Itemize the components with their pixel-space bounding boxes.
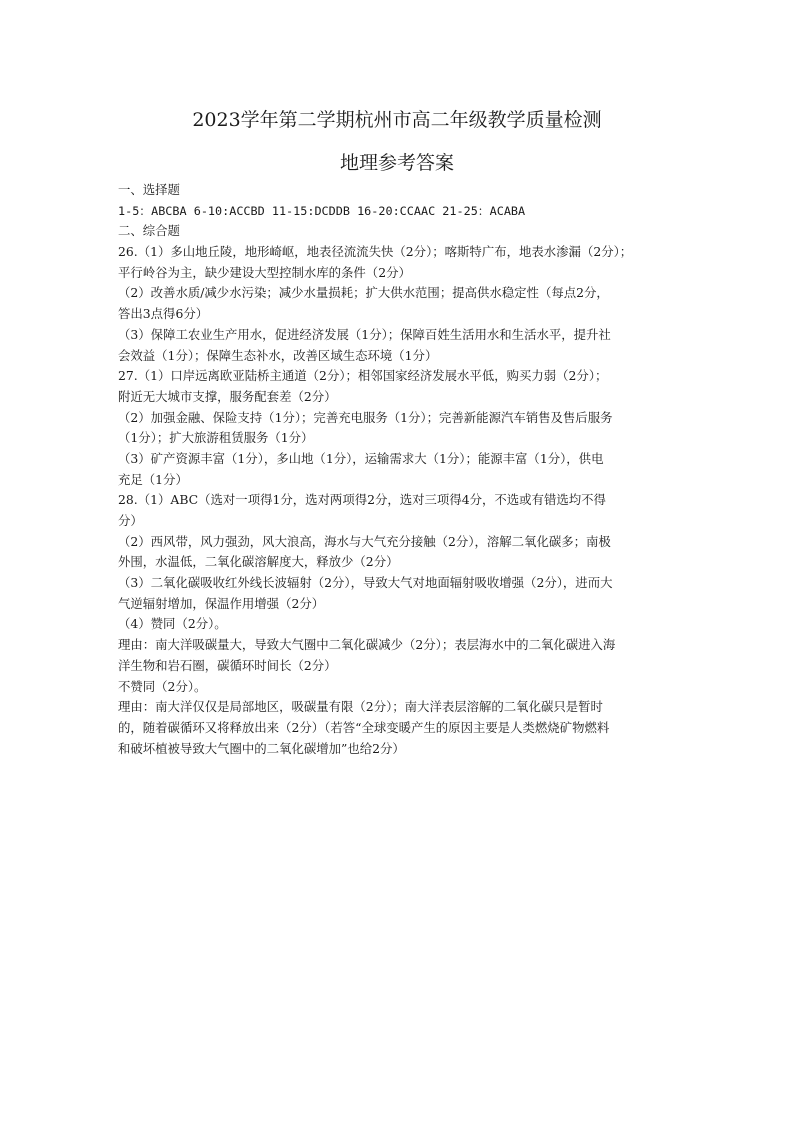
answer-line: 不赞同（2分）。 (118, 678, 207, 694)
answer-line: （2）加强金融、保险支持（1分）；完善充电服务（1分）；完善新能源汽车销售及售后服务 (118, 409, 613, 425)
answer-line: 28.（1）ABC（选对一项得1分，选对两项得2分，选对三项得4分，不选或有错选均不得 (118, 492, 606, 508)
answer-line: 附近无大城市支撑，服务配套差（2分） (118, 388, 337, 404)
answer-line: （1分）；扩大旅游租赁服务（1分） (118, 430, 314, 446)
answer-line: 充足（1分） (118, 471, 188, 487)
answer-line: 理由：南大洋吸碳量大，导致大气圈中二氧化碳减少（2分）；表层海水中的二氧化碳进入海 (118, 637, 616, 653)
answer-line: 外围，水温低，二氧化碳溶解度大，释放少（2分） (118, 554, 399, 570)
section-heading-choice: 一、选择题 (118, 182, 180, 197)
answer-line: （3）二氧化碳吸收红外线长波辐射（2分），导致大气对地面辐射吸收增强（2分），进而大 (118, 575, 613, 591)
answer-line: 答出3点得6分） (118, 306, 209, 322)
answer-line: 洋生物和岩石圈，碳循环时间长（2分） (118, 657, 337, 673)
answer-line: 平行岭谷为主，缺少建设大型控制水库的条件（2分） (118, 264, 411, 280)
answer-line: 27.（1）口岸远离欧亚陆桥主通道（2分）；相邻国家经济发展水平低，购买力弱（2分）； (118, 368, 608, 384)
answer-line: （2）西风带，风力强劲，风大浪高，海水与大气充分接触（2分），溶解二氧化碳多；南极 (118, 533, 611, 549)
answer-line: （3）矿产资源丰富（1分），多山地（1分），运输需求大（1分）；能源丰富（1分），供电 (118, 450, 604, 466)
answer-line: 和破坏植被导致大气圈中的二氧化碳增加”也给2分） (118, 740, 405, 756)
answer-line: 分） (118, 513, 143, 528)
answer-line: 理由：南大洋仅仅是局部地区，吸碳量有限（2分）；南大洋表层溶解的二氧化碳只是暂时 (118, 699, 603, 715)
answer-line: （4）赞同（2分）。 (118, 616, 227, 632)
answer-line: （3）保障工农业生产用水，促进经济发展（1分）；保障百姓生活用水和生活水平，提升社 (118, 326, 611, 342)
page-title: 2023学年第二学期杭州市高二年级教学质量检测 (192, 109, 602, 131)
answer-line: 26.（1）多山地丘陵，地形崎岖，地表径流流失快（2分）；喀斯特广布，地表水渗漏（2分）； (118, 244, 633, 260)
answer-line: 的，随着碳循环又将释放出来（2分）（若答“全球变暖产生的原因主要是人类燃烧矿物燃料 (118, 719, 610, 735)
answer-line: 会效益（1分）；保障生态补水，改善区域生态环境（1分） (118, 347, 438, 363)
answer-line: 气逆辐射增加，保温作用增强（2分） (118, 595, 325, 611)
section-heading-comprehensive: 二、综合题 (118, 223, 180, 239)
answer-line: （2）改善水质/减少水污染；减少水量损耗；扩大供水范围；提高供水稳定性（每点2分， (118, 285, 609, 301)
answer-body (118, 180, 678, 759)
choice-answers: 1-5：ABCBA 6-10:ACCBD 11-15:DCDDB 16-20:CCAAC 21-25：ACABA (118, 203, 526, 218)
page-subtitle: 地理参考答案 (339, 152, 454, 174)
